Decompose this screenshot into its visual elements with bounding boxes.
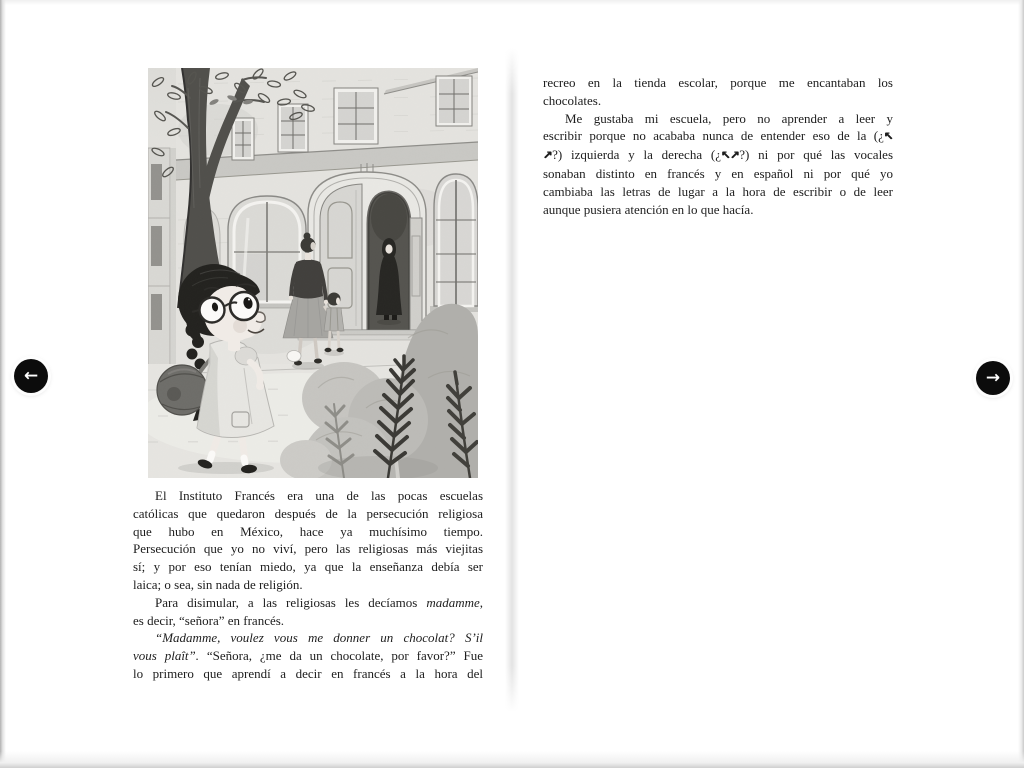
- text-line: laica; o sea, sin nada de religión.: [133, 576, 303, 592]
- book-gutter: [505, 48, 519, 712]
- text-line: aunque pusiera atención en lo que hacía.: [543, 201, 754, 217]
- text-line: sí; y por eso tenían miedo, ya que la enseñanza debía ser: [133, 559, 483, 575]
- text-line: recreo en la tienda escolar, porque me encantaban los: [543, 75, 893, 90]
- text-line: lo primero que aprendí a decir en francés a la hora del: [133, 665, 483, 681]
- text-line: chocolates.: [543, 92, 602, 108]
- page-top-edge: [0, 0, 1024, 5]
- text-line: vous plaît”. “Señora, ¿me da un chocolate, por favor?” Fue: [133, 648, 483, 664]
- left-page-text: [133, 487, 483, 683]
- pencil-grain-overlay: [148, 68, 478, 478]
- text-line: Persecución que yo no viví, pero las religiosas más viejitas: [133, 541, 483, 557]
- text-line: Para disimular, a las religiosas les decíamos madamme,: [155, 594, 483, 610]
- page-left-edge: [0, 0, 6, 768]
- text-line: ↗?) izquierda y la derecha (¿↖↗?) ni por qué las vocales: [543, 147, 894, 163]
- page-bottom-edge: [0, 744, 1024, 768]
- story-illustration: [148, 68, 478, 478]
- right-page-text: [543, 74, 893, 218]
- direction-arrow-icon: ↖↗: [721, 148, 740, 163]
- text-line: Me gustaba mi escuela, pero no aprender a leer y: [565, 110, 893, 126]
- arrow-right-icon: →: [985, 367, 1001, 388]
- previous-page-button[interactable]: [14, 359, 48, 393]
- arrow-left-icon: ←: [23, 365, 39, 386]
- text-line: El Instituto Francés era una de las pocas escuelas: [155, 488, 483, 503]
- next-page-button[interactable]: [976, 361, 1010, 395]
- text-line: católicas que quedaron después de la persecución religiosa: [133, 505, 483, 521]
- text-line: “Madamme, voulez vous me donner un chocolat? S’il: [155, 630, 483, 646]
- text-line: que hubo en México, hace ya muchísimo tiempo.: [133, 523, 483, 539]
- text-line: es decir, “señora” en francés.: [133, 612, 285, 628]
- direction-arrow-icon: ↗: [543, 148, 553, 163]
- text-line: escribir porque no acababa nunca de entender eso de la (¿↖: [543, 128, 893, 144]
- direction-arrow-icon: ↖: [883, 129, 893, 144]
- text-line: sonaban distinto en francés y en español ni por qué yo: [543, 165, 893, 181]
- text-line: cambiaba las letras de lugar a la hora de escribir o de leer: [543, 183, 893, 199]
- page-right-edge: [1018, 0, 1024, 768]
